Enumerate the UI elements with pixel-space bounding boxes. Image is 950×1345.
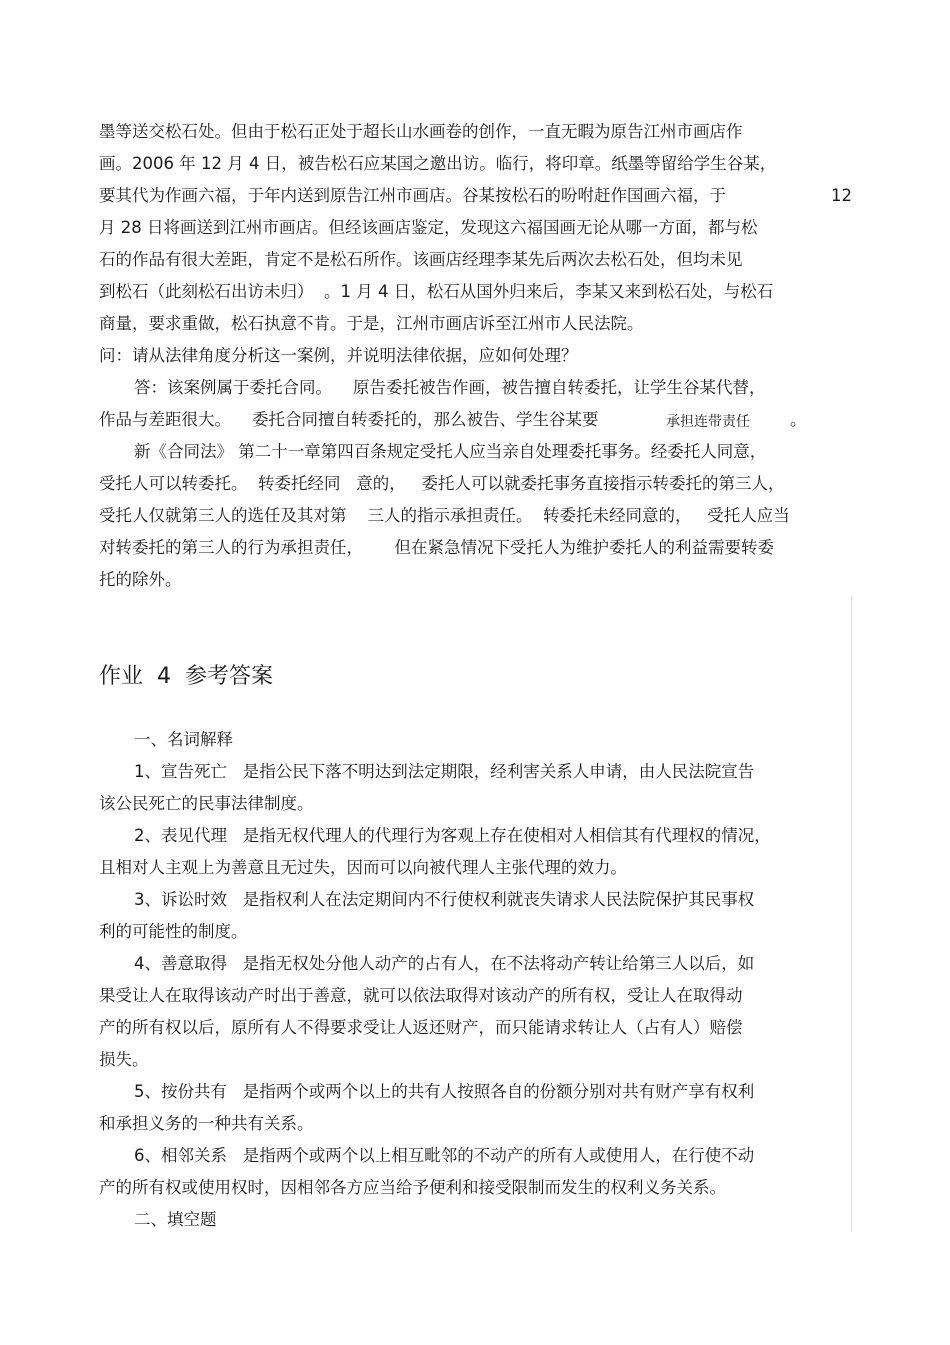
- term-definition-line: 且相对人主观上为善意且无过失，因而可以向被代理人主张代理的效力。: [99, 858, 627, 877]
- question-text: 问：请从法律角度分析这一案例，并说明法律依据，应如何处理？: [99, 346, 578, 365]
- answer-text: 答：该案例属于委托合同。 原告委托被告作画，被告擅自转委托，让学生谷某代替，: [134, 378, 766, 397]
- term-definition-line: 果受让人在取得该动产时出于善意，就可以依法取得对该动产的所有权，受让人在取得动: [99, 986, 743, 1005]
- case-text-line: 画。2006 年 12 月 4 日，被告松石应某国之邀出访。临行，将印章。纸墨等留给学生谷某，: [99, 154, 777, 173]
- case-text-line: 商量，要求重做，松石执意不肯。于是，江州市画店诉至江州市人民法院。: [99, 314, 644, 333]
- answer-text: 。: [790, 410, 807, 429]
- term-definition-line: 2、表见代理 是指无权代理人的代理行为客观上存在使相对人相信其有代理权的情况，: [134, 826, 771, 845]
- law-text-line: 新《合同法》 第二十一章第四百条规定受托人应当亲自处理委托事务。经委托人同意，: [134, 442, 767, 461]
- term-definition-line: 产的所有权或使用权时，因相邻各方应当给予便利和接受限制而发生的权利义务关系。: [99, 1178, 726, 1197]
- case-text-line: 要其代为作画六福，于年内送到原告江州市画店。谷某按松石的吩咐赶作国画六福，于: [99, 186, 726, 205]
- subsection-heading: 一、名词解释: [134, 730, 233, 749]
- case-text-line: 月 28 日将画送到江州市画店。但经该画店鉴定，发现这六福国画无论从哪一方面，都与松: [99, 218, 758, 237]
- term-definition-line: 1、宣告死亡 是指公民下落不明达到法定期限，经利害关系人申请，由人民法院宣告: [134, 762, 755, 781]
- law-text-line: 托的除外。: [99, 570, 182, 589]
- case-text-line: 石的作品有很大差距，肯定不是松石所作。该画店经理李某先后两次去松石处，但均未见: [99, 250, 743, 269]
- subsection-heading: 二、填空题: [134, 1210, 217, 1229]
- term-definition-line: 6、相邻关系 是指两个或两个以上相互毗邻的不动产的所有人或使用人，在行使不动: [134, 1146, 755, 1165]
- law-text-line: 对转委托的第三人的行为承担责任， 但在紧急情况下受托人为维护委托人的利益需要转委: [99, 538, 774, 557]
- case-text-line: 12: [831, 186, 852, 205]
- term-definition-line: 利的可能性的制度。: [99, 922, 248, 941]
- law-text-line: 受托人仅就第三人的选任及其对第 三人的指示承担责任。 转委托未经同意的， 受托人应当: [99, 506, 790, 525]
- case-text-line: 到松石（此刻松石出访未归） 。1 月 4 日，松石从国外归来后，李某又来到松石处，与松石: [99, 282, 774, 301]
- case-text-line: 墨等送交松石处。但由于松石正处于超长山水画卷的创作，一直无暇为原告江州市画店作: [99, 122, 743, 141]
- term-definition-line: 4、善意取得 是指无权处分他人动产的占有人，在不法将动产转让给第三人以后，如: [134, 954, 755, 973]
- law-text-line: 受托人可以转委托。 转委托经同 意的， 委托人可以就委托事务直接指示转委托的第三人，: [99, 474, 785, 493]
- term-definition-line: 5、按份共有 是指两个或两个以上的共有人按照各自的份额分别对共有财产享有权利: [134, 1082, 755, 1101]
- section-heading: 作业 4 参考答案: [99, 664, 273, 689]
- term-definition-line: 和承担义务的一种共有关系。: [99, 1114, 314, 1133]
- answer-text: 作品与差距很大。 委托合同擅自转委托的，那么被告、学生谷某要: [99, 410, 599, 429]
- answer-emphasis: 承担连带责任: [666, 414, 750, 430]
- term-definition-line: 3、诉讼时效 是指权利人在法定期间内不行使权利就丧失请求人民法院保护其民事权: [134, 890, 755, 909]
- term-definition-line: 产的所有权以后，原所有人不得要求受让人返还财产，而只能请求转让人（占有人）赔偿: [99, 1018, 743, 1037]
- term-definition-line: 损失。: [99, 1050, 149, 1069]
- term-definition-line: 该公民死亡的民事法律制度。: [99, 794, 314, 813]
- page-edge-divider: [851, 596, 852, 1232]
